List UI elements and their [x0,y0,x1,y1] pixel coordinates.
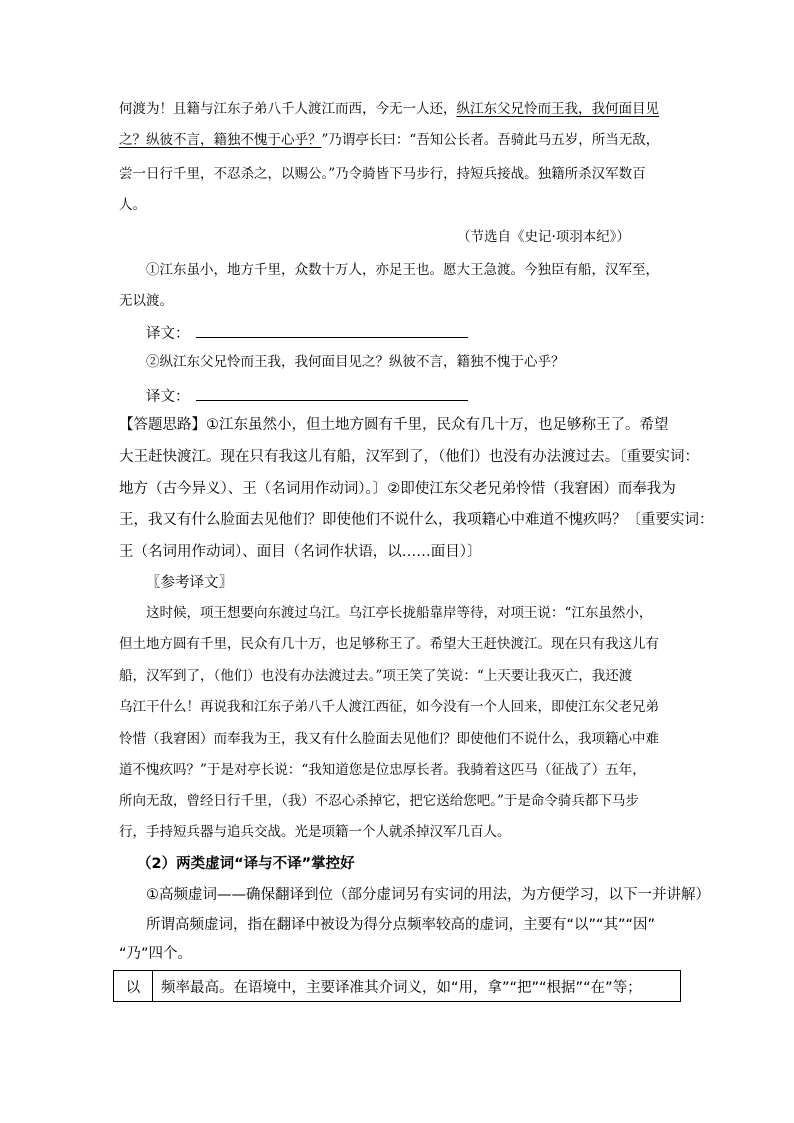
passage-line: 人。 [119,197,146,213]
answer-blank[interactable] [196,388,468,401]
section-line: 所谓高频虚词，指在翻译中被设为得分点频率较高的虚词，主要有“以”“其”“因” [146,917,656,933]
reference-line: 但土地方圆有千里，民众有几十万，也足够称王了。希望大王赶快渡江。现在只有我这儿有 [119,636,659,652]
answer-blank[interactable] [196,325,468,338]
table-value-cell: 频率最高。在语境中，主要译准其介词义，如“用，拿”“把”“根据”“在”等； [153,971,681,1002]
passage-line [119,103,659,117]
underlined-sentence: 之？纵彼不言，籍独不愧于心乎？ [119,132,322,148]
reference-line: 道不愧疚吗？”于是对亭长说：“我知道您是位忠厚长者。我骑着这匹马（征战了）五年， [119,762,646,778]
passage-source: （节选自《史记·项羽本纪》） [457,229,631,245]
reference-line: 怜惜（我窘困）而奉我为王，我又有什么脸面去见他们？即使他们不说什么，我项籍心中难 [119,731,659,747]
question-2: ②纵江东父兄怜而王我，我何面目见之？纵彼不言，籍独不愧于心乎？ [146,354,565,370]
translation-label: 译文： [146,389,190,405]
passage-line: 尝一日行千里，不忍杀之，以赐公。”乃令骑皆下马步行，持短兵接战。独籍所杀汉军数百 [119,166,646,182]
section-heading: （2）两类虚词“译与不译”掌控好 [137,856,355,872]
reference-line: 船，汉军到了，（他们）也没有办法渡过去。”项王笑了笑说：“上天要让我灭亡，我还渡 [119,668,633,684]
answer-line: 【答题思路】①江东虽然小，但土地方圆有千里，民众有几十万，也足够称王了。希望 [119,417,669,433]
reference-heading: 〖参考译文〗 [146,575,233,591]
underlined-sentence: 纵江东父兄怜而王我，我何面目见 [456,101,659,117]
translation-label: 译文： [146,326,190,342]
passage-line [119,134,659,148]
function-word-table [113,970,681,1002]
answer-line: 地方（古今异义）、王（名词用作动词）。〕②即使江东父老兄弟怜惜（我窘困）而奉我为 [119,481,676,497]
passage-text: ”乃谓亭长曰：“吾知公长者。吾骑此马五岁，所当无敌， [321,132,660,148]
answer-line: 王，我又有什么脸面去见他们？即使他们不说什么，我项籍心中难道不愧疚吗？〔重要实词： [119,512,714,528]
passage-text: 何渡为！且籍与江东子弟八千人渡江而西，今无一人还， [119,101,457,117]
answer-line: 王（名词用作动词）、面目（名词作状语，以……面目）〕 [119,544,482,560]
reference-line: 这时候，项王想要向东渡过乌江。乌江亭长拢船靠岸等待，对项王说：“江东虽然小， [146,605,653,621]
question-1: ①江东虽小，地方千里，众数十万人，亦足王也。愿大王急渡。今独臣有船，汉军至， [146,262,659,278]
reference-line: 所向无敌，曾经日行千里，（我）不忍心杀掉它，把它送给您吧。”于是命令骑兵都下马步 [119,793,639,809]
section-line: ①高频虚词——确保翻译到位（部分虚词另有实词的用法，为方便学习，以下一并讲解） [146,887,710,903]
reference-line: 乌江干什么！再说我和江东子弟八千人渡江西征，如今没有一个人回来，即使江东父老兄弟 [119,699,659,715]
translation-line-2 [146,388,468,405]
section-line: “乃”四个。 [119,946,193,962]
translation-line-1 [146,325,468,342]
table-row [114,971,681,1002]
table-key-cell: 以 [114,971,153,1002]
answer-line: 大王赶快渡江。现在只有我这儿有船，汉军到了，（他们）也没有办法渡过去。〔重要实词： [119,449,699,465]
reference-line: 行，手持短兵器与追兵交战。光是项籍一个人就杀掉汉军几百人。 [119,824,511,840]
question-1-cont: 无以渡。 [119,293,173,309]
